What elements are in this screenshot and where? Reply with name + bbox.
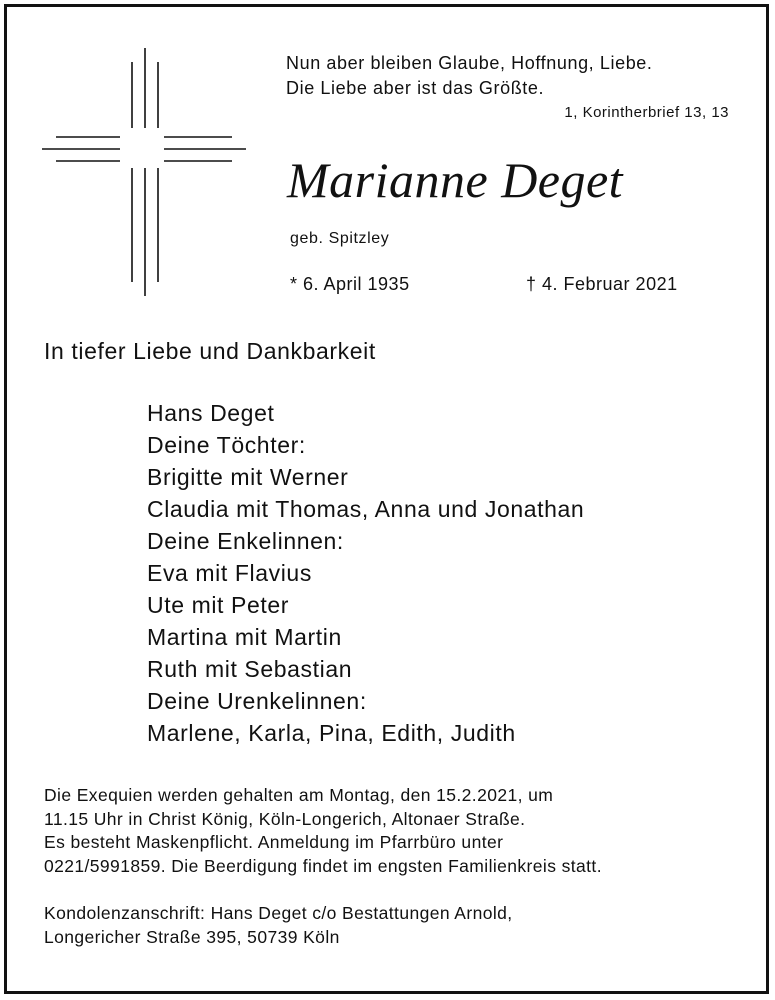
list-item: Deine Urenkelinnen: [147,688,367,714]
notice-line: 0221/5991859. Die Beerdigung findet im engsten Familienkreis statt. [44,855,602,876]
bible-verse [286,51,653,101]
list-item: Martina mit Martin [147,624,342,650]
notice-line: Es besteht Maskenpflicht. Anmeldung im Pfarrbüro unter [44,832,504,852]
list-item: Marlene, Karla, Pina, Edith, Judith [147,720,516,746]
mourners-list [147,397,584,749]
maiden-name: geb. Spitzley [290,230,390,247]
list-item: Claudia mit Thomas, Anna und Jonathan [147,496,585,522]
death-date: † 4. Februar 2021 [526,274,678,294]
cross-icon [40,46,250,298]
list-item: Brigitte mit Werner [147,464,349,490]
dedication: In tiefer Liebe und Dankbarkeit [44,338,376,364]
notice-line: 11.15 Uhr in Christ König, Köln-Longerich, Altonaer Straße. [44,808,526,829]
condolence-line: Kondolenzanschrift: Hans Deget c/o Bestattungen Arnold, [44,903,513,923]
verse-reference: 1, Korintherbrief 13, 13 [564,104,729,121]
list-item: Ute mit Peter [147,592,290,618]
funeral-notice [44,784,754,878]
deceased-name: Marianne Deget [287,152,624,208]
notice-line: Die Exequien werden gehalten am Montag, den 15.2.2021, um [44,785,554,805]
condolence-line: Longericher Straße 395, 50739 Köln [44,927,340,947]
list-item: Ruth mit Sebastian [147,656,353,682]
verse-line: Nun aber bleiben Glaube, Hoffnung, Liebe. [286,53,653,73]
list-item: Deine Töchter: [147,432,306,458]
condolence-address [44,901,513,949]
list-item: Deine Enkelinnen: [147,528,344,554]
verse-line: Die Liebe aber ist das Größte. [286,78,545,98]
birth-date: * 6. April 1935 [290,274,410,294]
list-item: Eva mit Flavius [147,560,312,586]
list-item: Hans Deget [147,400,275,426]
